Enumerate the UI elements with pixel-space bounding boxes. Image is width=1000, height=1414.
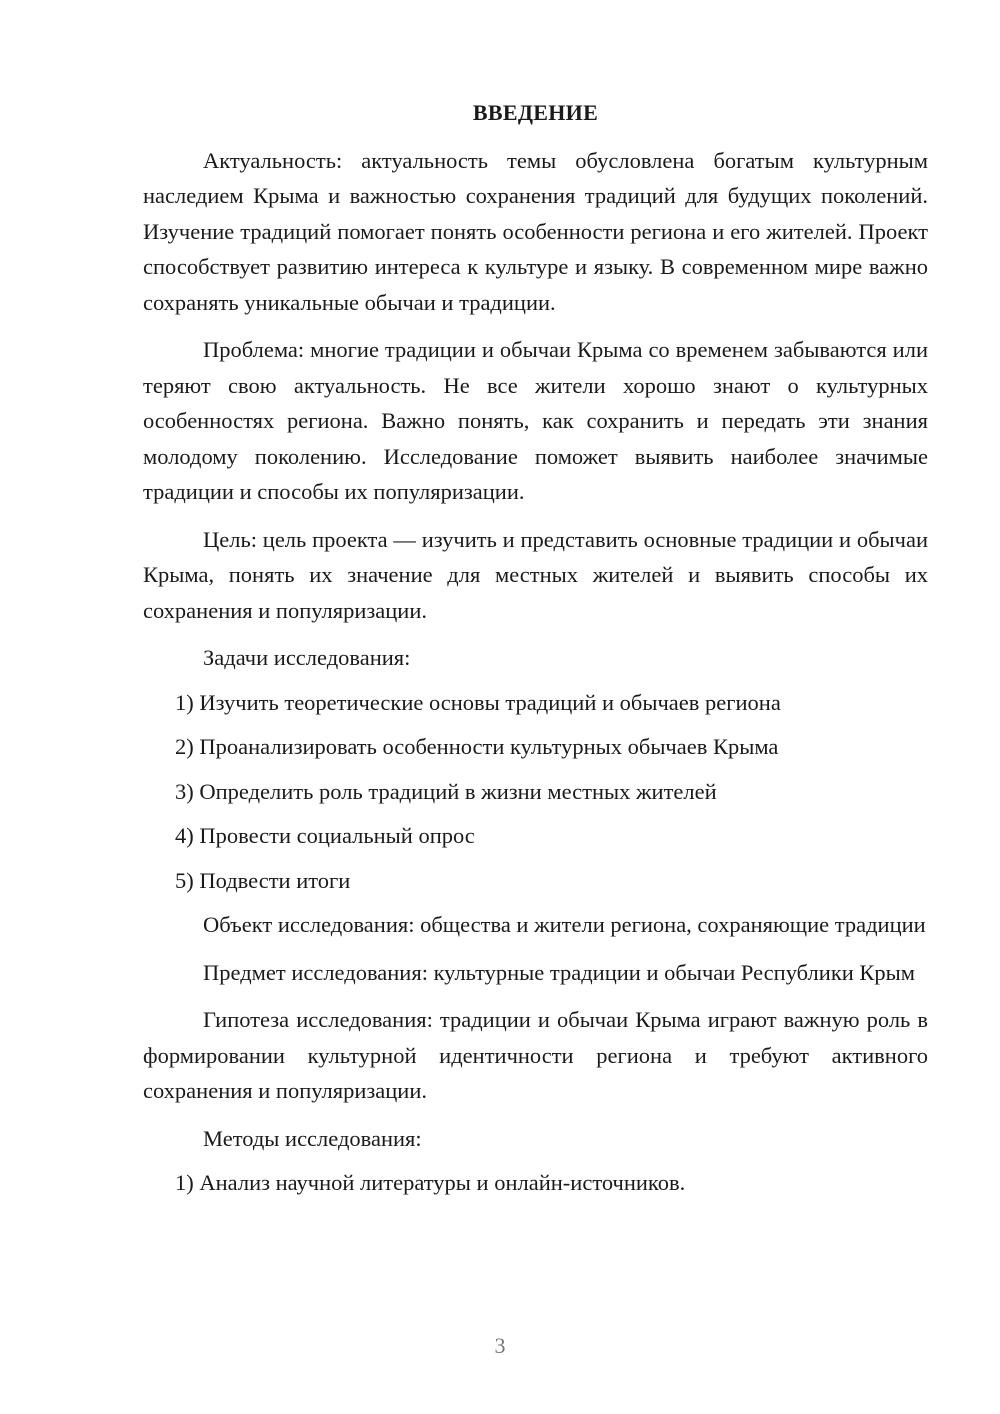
tasks-label: Задачи исследования:: [203, 645, 411, 670]
task-item-1: 1) Изучить теоретические основы традиций и обычаев региона: [175, 689, 781, 715]
relevance-paragraph: Актуальность: актуальность темы обусловлена богатым культурным наследием Крыма и важностью сохранения традиций для будущих поколений. Изучение традиций помогает понять особенности региона и его жителей. Проект способствует развитию интереса к культуре и языку. В современном мире важно сохранять уникальные обычаи и традиции.: [143, 147, 928, 315]
page-number: 3: [494, 1333, 506, 1358]
page-title: ВВЕДЕНИЕ: [472, 100, 599, 125]
problem-paragraph: Проблема: многие традиции и обычаи Крыма со временем забываются или теряют свою актуальность. Не все жители хорошо знают о культурных особенностях региона. Важно понять, как сохранить и передать эти знания молодому поколению. Исследование поможет выявить наиболее значимые традиции и способы их популяризации.: [143, 337, 928, 504]
subject-paragraph: Предмет исследования: культурные традиции и обычаи Республики Крым: [203, 959, 916, 985]
object-paragraph: Объект исследования: общества и жители региона, сохраняющие традиции: [203, 912, 926, 937]
hypothesis-paragraph: Гипотеза исследования: традиции и обычаи Крыма играют важную роль в формировании культурной идентичности региона и требуют активного сохранения и популяризации.: [143, 1007, 928, 1103]
task-item-2: 2) Проанализировать особенности культурных обычаев Крыма: [175, 734, 779, 759]
task-item-4: 4) Провести социальный опрос: [175, 823, 475, 848]
document-page: [143, 95, 928, 1210]
methods-label: Методы исследования:: [203, 1125, 422, 1151]
method-item-1: 1) Анализ научной литературы и онлайн-источников.: [175, 1170, 686, 1195]
goal-paragraph: Цель: цель проекта — изучить и представить основные традиции и обычаи Крыма, понять их значение для местных жителей и выявить способы их сохранения и популяризации.: [143, 526, 928, 623]
task-item-5: 5) Подвести итоги: [175, 867, 351, 893]
task-item-3: 3) Определить роль традиций в жизни местных жителей: [175, 778, 717, 804]
